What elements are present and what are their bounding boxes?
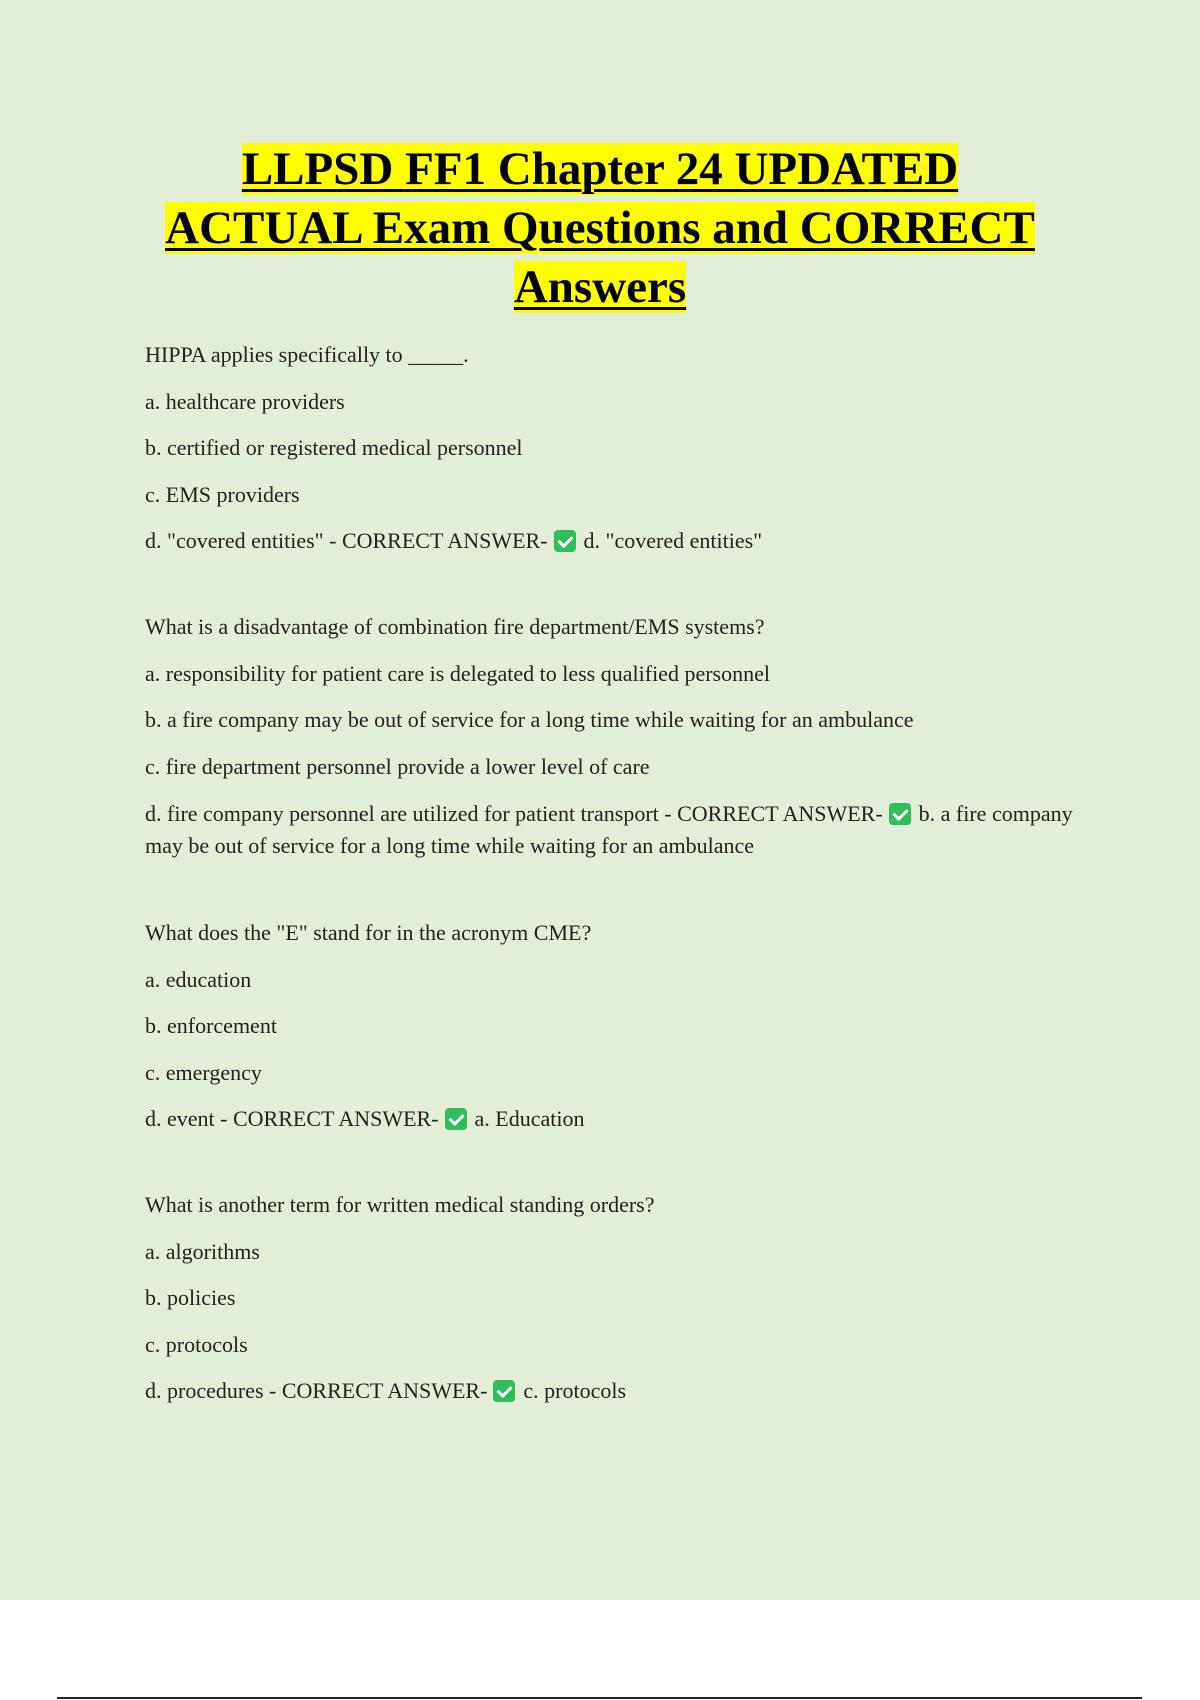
- option-a: a. algorithms: [145, 1238, 260, 1264]
- question-block: [145, 1190, 1085, 1406]
- question-text: HIPPA applies specifically to _____.: [145, 342, 469, 367]
- question-block: [145, 918, 1085, 1134]
- page-divider: [57, 1697, 1142, 1699]
- title-line-2: ACTUAL Exam Questions and CORRECT: [165, 202, 1035, 254]
- question-list: [145, 340, 1085, 1462]
- correct-answer-text: b. a fire company may be out of service for a long time while waiting for an ambulance: [145, 801, 1073, 858]
- option-d: d. "covered entities": [145, 528, 324, 553]
- option-b: b. certified or registered medical personnel: [145, 435, 523, 460]
- check-mark-icon: [889, 803, 911, 825]
- question-block: [145, 340, 1085, 556]
- answer-line: [145, 1104, 1085, 1134]
- correct-answer-marker: - CORRECT ANSWER-: [329, 528, 548, 553]
- option-c: c. protocols: [145, 1331, 248, 1357]
- correct-answer-text: a. Education: [474, 1106, 585, 1131]
- title-line-3: Answers: [513, 261, 687, 313]
- correct-answer-marker: - CORRECT ANSWER-: [664, 801, 883, 826]
- question-text: What does the "E" stand for in the acronym CME?: [145, 920, 592, 945]
- option-a: a. education: [145, 966, 252, 992]
- document-title: [100, 140, 1100, 317]
- question-block: [145, 612, 1085, 862]
- title-line-1: LLPSD FF1 Chapter 24 UPDATED: [241, 143, 959, 195]
- option-b: b. policies: [145, 1285, 236, 1310]
- answer-line: [145, 798, 1085, 862]
- check-mark-icon: [445, 1108, 467, 1130]
- option-d: d. fire company personnel are utilized for patient transport: [145, 801, 659, 826]
- answer-line: [145, 526, 1085, 556]
- check-mark-icon: [554, 530, 576, 552]
- question-text: What is a disadvantage of combination fire department/EMS systems?: [145, 614, 765, 639]
- option-b: b. a fire company may be out of service for a long time while waiting for an ambulance: [145, 707, 914, 732]
- question-text: What is another term for written medical standing orders?: [145, 1192, 655, 1217]
- option-a: a. healthcare providers: [145, 388, 345, 414]
- option-d: d. procedures: [145, 1378, 264, 1403]
- option-b: b. enforcement: [145, 1013, 277, 1038]
- correct-answer-marker: - CORRECT ANSWER-: [220, 1106, 439, 1131]
- answer-line: [145, 1376, 1085, 1406]
- option-c: c. EMS providers: [145, 481, 300, 507]
- correct-answer-text: d. "covered entities": [583, 528, 763, 553]
- check-mark-icon: [493, 1380, 515, 1402]
- option-a: a. responsibility for patient care is delegated to less qualified personnel: [145, 660, 770, 686]
- option-c: c. fire department personnel provide a lower level of care: [145, 753, 650, 779]
- option-d: d. event: [145, 1106, 215, 1131]
- option-c: c. emergency: [145, 1059, 262, 1085]
- correct-answer-text: c. protocols: [523, 1378, 627, 1403]
- correct-answer-marker: - CORRECT ANSWER-: [269, 1378, 488, 1403]
